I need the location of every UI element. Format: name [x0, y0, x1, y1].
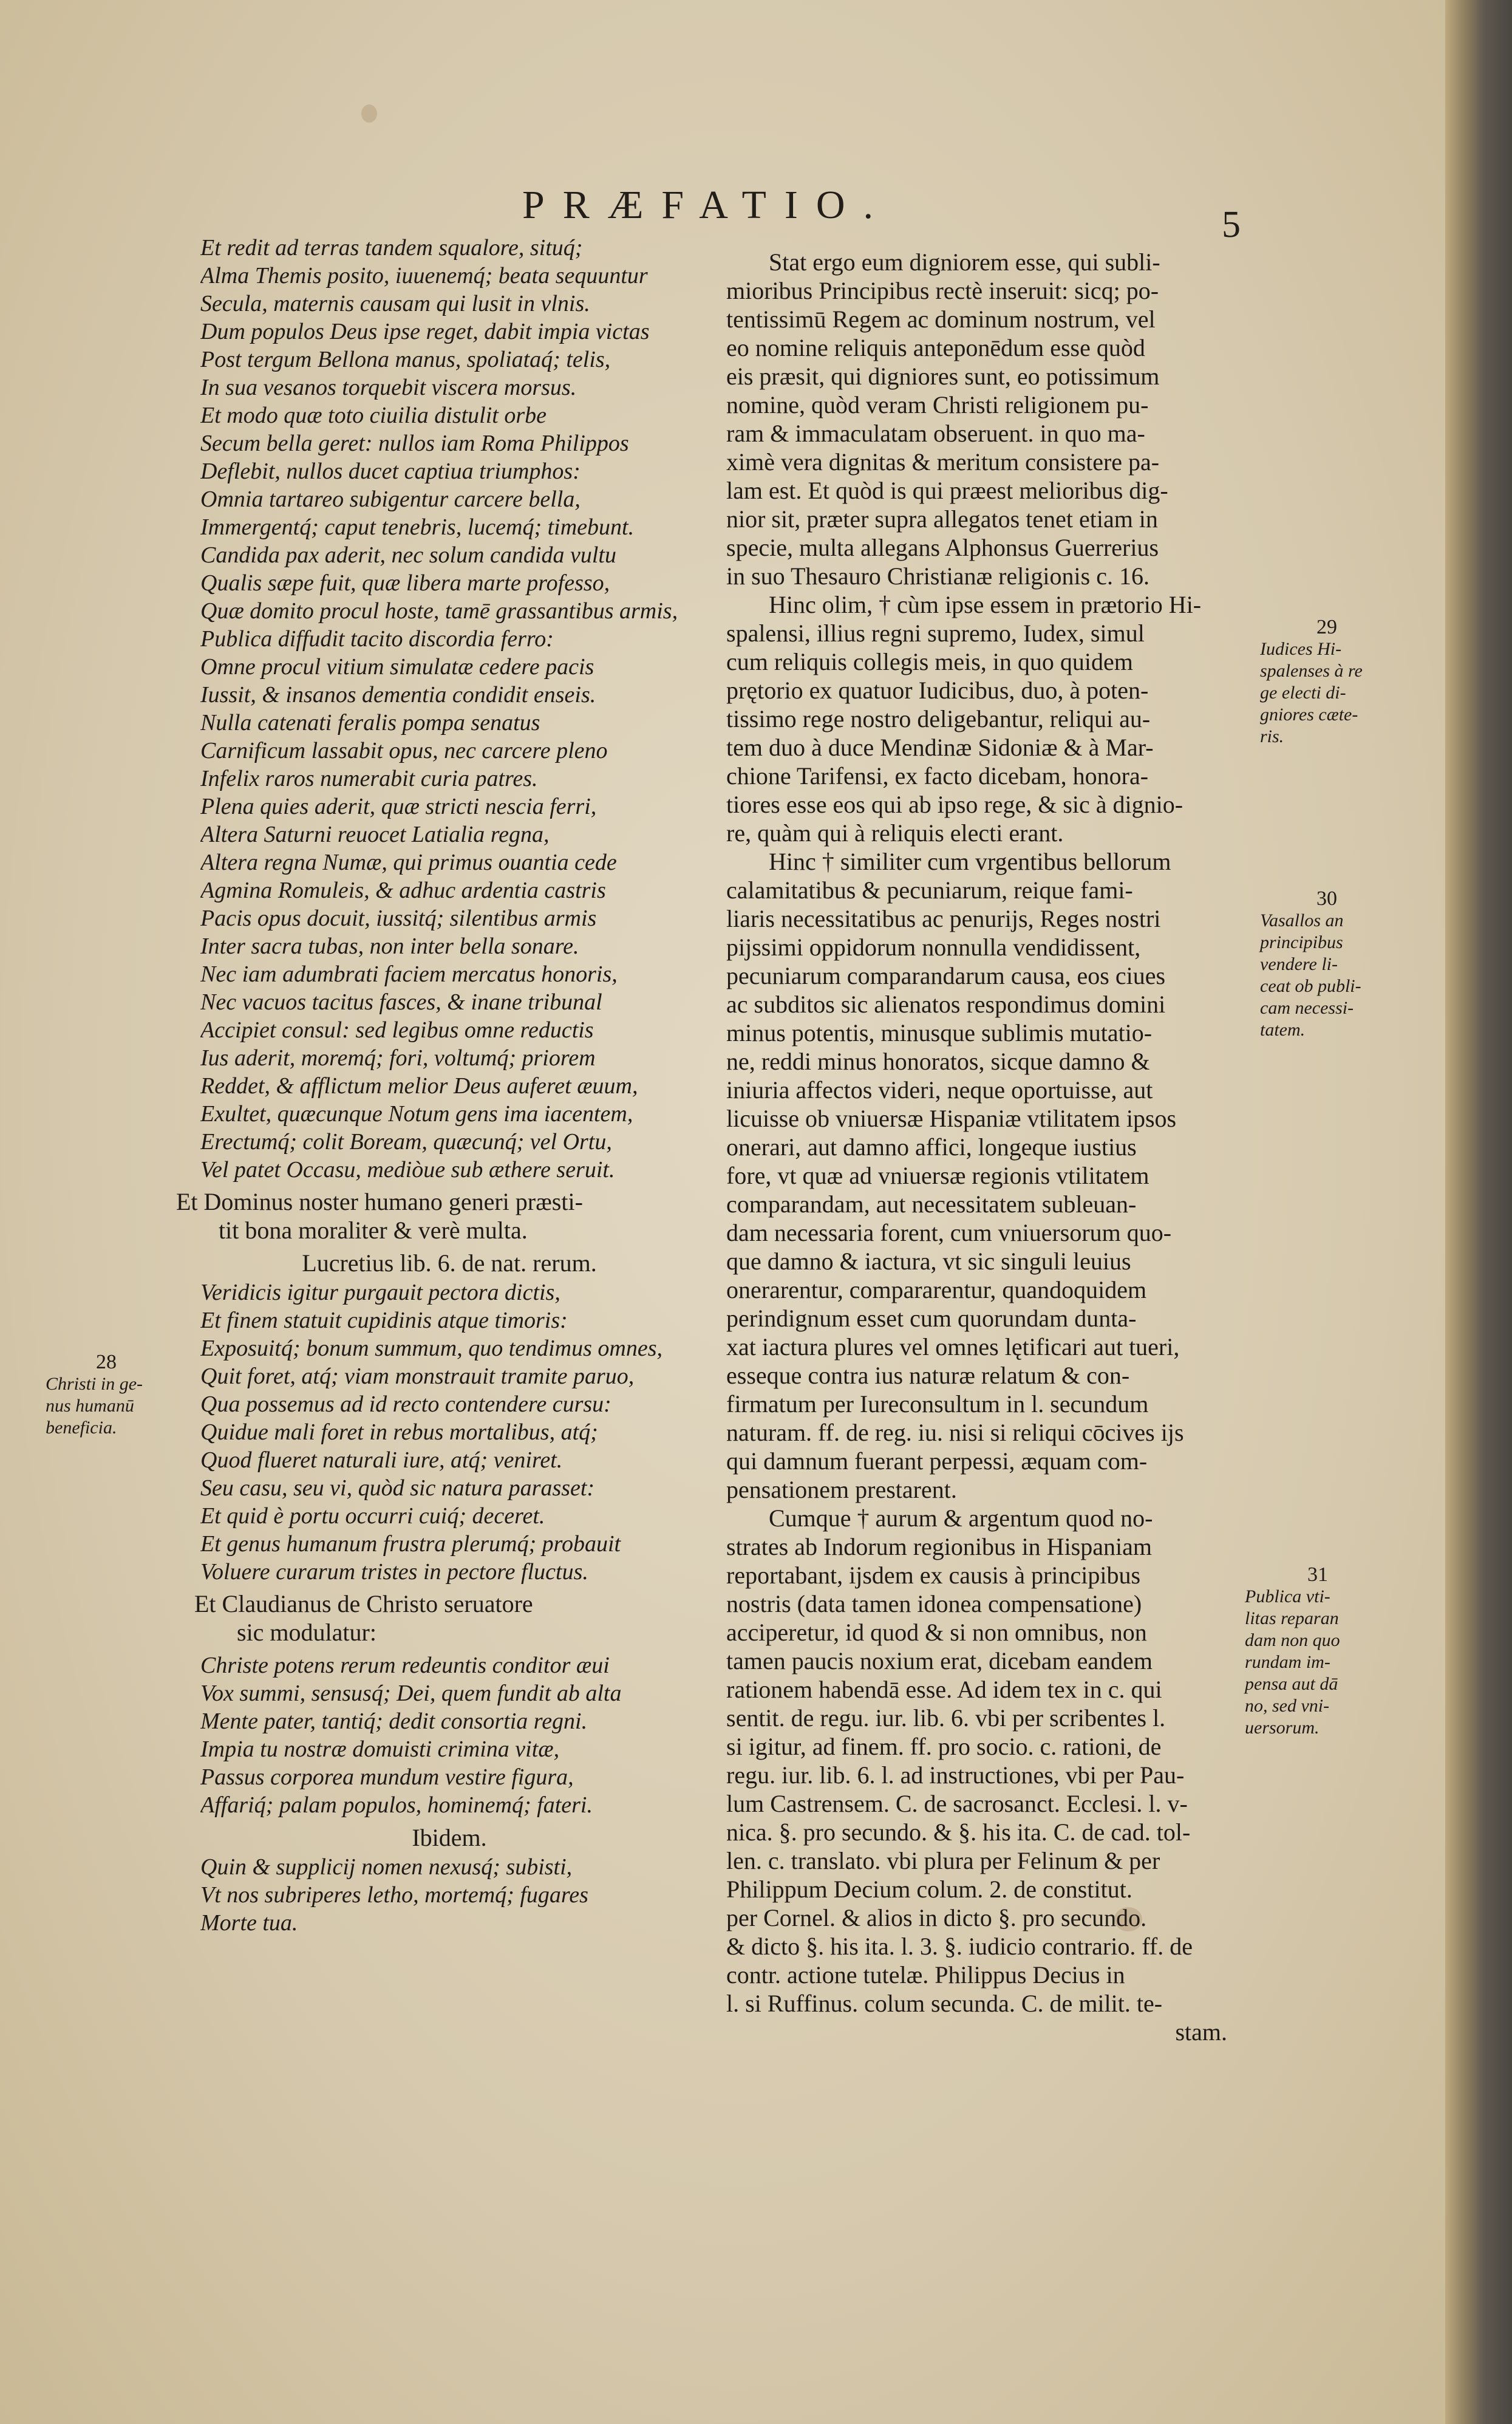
- verse-line: In sua vesanos torquebit viscera morsus.: [200, 375, 577, 400]
- prose-line: len. c. translato. vbi plura per Felinum & per: [726, 1847, 1160, 1874]
- prose-line: sic modulatur:: [237, 1619, 376, 1646]
- prose-line: nior sit, præter supra allegatos tenet etiam in: [726, 505, 1158, 533]
- prose-block-1: [176, 1187, 698, 1244]
- prose-line: Hinc olim, † cùm ipse essem in prætorio Hi-: [769, 591, 1202, 618]
- verse-line: Carnificum lassabit opus, nec carcere pleno: [200, 738, 608, 763]
- verse-line: Reddet, & afflictum melior Deus auferet æuum,: [200, 1073, 638, 1099]
- prose-line: licuisse ob vniuersæ Hispaniæ vtilitatem ipsos: [726, 1105, 1177, 1132]
- verse-line: Veridicis igitur purgauit pectora dictis,: [200, 1280, 560, 1305]
- prose-line: iniuria affectos videri, neque oportuisse, aut: [726, 1076, 1153, 1104]
- ink-stain: [361, 104, 377, 123]
- verse-line: Post tergum Bellona manus, spoliataq́; telis,: [200, 347, 611, 372]
- prose-line: tentissimū Regem ac dominum nostrum, vel: [726, 306, 1156, 333]
- prose-line: que damno & iactura, vt sic singuli leuius: [726, 1248, 1131, 1275]
- prose-line: onerari, aut damno affici, longeque iustius: [726, 1133, 1137, 1161]
- prose-line: cum reliquis collegis meis, in quo quidem: [726, 648, 1133, 675]
- verse-line: Inter sacra tubas, non inter bella sonare.: [200, 934, 579, 959]
- verse-line: Quidue mali foret in rebus mortalibus, atq́;: [200, 1419, 598, 1445]
- prose-line: & dicto §. his ita. l. 3. §. iudicio contrario. ff. de: [726, 1933, 1193, 1960]
- prose-line: ac subditos sic alienatos respondimus domini: [726, 991, 1166, 1018]
- verse-line: Qua possemus ad id recto contendere cursu:: [200, 1391, 611, 1417]
- prose-line: Et Claudianus de Christo seruatore: [194, 1590, 533, 1617]
- verse-line: Morte tua.: [200, 1910, 298, 1936]
- margin-note-number: 29: [1316, 616, 1337, 638]
- verse-line: Agmina Romuleis, & adhuc ardentia castris: [200, 878, 606, 903]
- margin-note-line: uersorum.: [1245, 1718, 1320, 1738]
- prose-line: tissimo rege nostro deligebantur, reliqui au-: [726, 705, 1151, 732]
- prose-line: liaris necessitatibus ac penurijs, Reges nostri: [726, 905, 1161, 932]
- verse-line: Et redit ad terras tandem squalore, situq́;: [200, 235, 583, 261]
- verse-line: Immergentq́; caput tenebris, lucemq́; timebunt.: [200, 514, 635, 540]
- margin-note-line: ris.: [1260, 726, 1284, 746]
- verse-line: Et modo quæ toto ciuilia distulit orbe: [200, 403, 547, 428]
- verse-line: Vel patet Occasu, mediòue sub æthere seruit.: [200, 1157, 615, 1183]
- margin-note-line: ceat ob publi-: [1260, 976, 1361, 996]
- verse-line: Exultet, quæcunque Notum gens ima iacentem,: [200, 1101, 633, 1127]
- prose-line: ram & immaculatam obseruent. in quo ma-: [726, 420, 1145, 447]
- prose-line: eis præsit, qui digniores sunt, eo potissimum: [726, 363, 1160, 390]
- verse-line: Et genus humanum frustra plerumq́; probauit: [200, 1531, 621, 1557]
- prose-line: tem duo à duce Mendinæ Sidoniæ & à Mar-: [726, 734, 1154, 761]
- prose-line: contr. actione tutelæ. Philippus Decius in: [726, 1961, 1125, 1989]
- verse-line: Accipiet consul: sed legibus omne reductis: [200, 1017, 594, 1043]
- verse-line: Secum bella geret: nullos iam Roma Philippos: [200, 431, 629, 456]
- verse-line: Nec iam adumbrati faciem mercatus honoris,: [200, 961, 618, 987]
- verse-line: Impia tu nostræ domuisti crimina vitæ,: [200, 1736, 560, 1762]
- paragraph-1: [726, 248, 1239, 590]
- right-column: [726, 248, 1239, 2046]
- margin-note-line: rundam im-: [1245, 1652, 1330, 1672]
- margin-note-line: Iudices Hi-: [1260, 639, 1342, 659]
- verse-line: Omnia tartareo subigentur carcere bella,: [200, 487, 581, 512]
- prose-block-2: [194, 1589, 698, 1647]
- prose-line: l. si Ruffinus. colum secunda. C. de milit. te-: [726, 1990, 1163, 2017]
- margin-note-line: gniores cæte-: [1260, 705, 1358, 725]
- prose-line: Philippum Decium colum. 2. de constitut.: [726, 1876, 1132, 1903]
- margin-note-line: no, sed vni-: [1245, 1696, 1330, 1716]
- prose-line: prętorio ex quatuor Iudicibus, duo, à poten-: [726, 677, 1149, 704]
- margin-note-line: dam non quo: [1245, 1630, 1340, 1650]
- verse-line: Seu casu, seu vi, quòd sic natura parasset:: [200, 1475, 595, 1501]
- verse-line: Altera regna Numæ, qui primus ouantia cede: [200, 850, 617, 875]
- verse-line: Infelix raros numerabit curia patres.: [200, 766, 538, 791]
- margin-note-line: tatem.: [1260, 1020, 1306, 1040]
- prose-line: lum Castrensem. C. de sacrosanct. Ecclesi. l. v-: [726, 1790, 1188, 1817]
- prose-line: eo nomine reliquis anteponēdum esse quòd: [726, 334, 1145, 361]
- prose-line: qui damnum fuerant perpessi, æquam com-: [726, 1447, 1148, 1475]
- verse-line: Vt nos subriperes letho, mortemq́; fugares: [200, 1882, 588, 1908]
- prose-line: rationem habendā esse. Ad idem tex in c. qui: [726, 1676, 1162, 1703]
- verse-line: Publica diffudit tacito discordia ferro:: [200, 626, 554, 652]
- verse-line: Altera Saturni reuocet Latialia regna,: [200, 822, 550, 847]
- left-column: [176, 234, 698, 1937]
- prose-line: pensationem prestarent.: [726, 1476, 957, 1503]
- prose-line: perindignum esset cum quorundam dunta-: [726, 1305, 1137, 1332]
- verse-line: Omne procul vitium simulatæ cedere pacis: [200, 654, 594, 680]
- page-header: PRÆFATIO.: [522, 183, 892, 227]
- margin-note-line: Christi in ge-: [46, 1374, 143, 1394]
- prose-line: spalensi, illius regni supremo, Iudex, simul: [726, 620, 1145, 647]
- margin-note-line: cam necessi-: [1260, 998, 1354, 1018]
- prose-line: si igitur, ad finem. ff. pro socio. c. rationi, de: [726, 1733, 1162, 1760]
- prose-line: reportabant, ijsdem ex causis à principibus: [726, 1562, 1141, 1589]
- prose-line: comparandam, aut necessitatem subleuan-: [726, 1190, 1137, 1218]
- prose-line: regu. iur. lib. 6. l. ad instructiones, vbi per Pau-: [726, 1761, 1185, 1789]
- prose-line: chione Tarifensi, ex facto dicebam, honora-: [726, 762, 1149, 790]
- prose-line: sentit. de regu. iur. lib. 6. vbi per scribentes l.: [726, 1704, 1166, 1732]
- prose-line: ximè vera dignitas & meritum consistere pa-: [726, 448, 1160, 476]
- verse-line: Christe potens rerum redeuntis conditor æui: [200, 1653, 610, 1678]
- margin-note-number: 28: [96, 1351, 117, 1373]
- margin-note-number: 31: [1307, 1563, 1328, 1586]
- verse-line: Quin & supplicij nomen nexusq́; subisti,: [200, 1854, 573, 1880]
- verse-line: Passus corporea mundum vestire figura,: [200, 1764, 574, 1790]
- verse-line: Plena quies aderit, quæ stricti nescia ferri,: [200, 794, 597, 819]
- prose-line: dam necessaria forent, cum vniuersorum quo-: [726, 1219, 1172, 1246]
- prose-line: acciperetur, id quod & si non omnibus, non: [726, 1619, 1147, 1646]
- prose-line: lam est. Et quòd is qui præest melioribus dig-: [726, 477, 1168, 504]
- section-heading: Ibidem.: [412, 1824, 487, 1851]
- paragraph-4: [726, 1504, 1239, 2046]
- margin-note-line: Vasallos an: [1260, 910, 1344, 930]
- verse-line: Deflebit, nullos ducet captiua triumphos:: [200, 459, 581, 484]
- verse-line: Candida pax aderit, nec solum candida vultu: [200, 542, 616, 568]
- margin-note-number: 30: [1316, 887, 1337, 910]
- margin-note-line: spalenses à re: [1260, 661, 1363, 681]
- verse-line: Vox summi, sensusq́; Dei, quem fundit ab alta: [200, 1681, 622, 1706]
- verse-line: Voluere curarum tristes in pectore fluctus.: [200, 1559, 588, 1585]
- section-heading: Lucretius lib. 6. de nat. rerum.: [302, 1249, 597, 1277]
- paragraph-2: [726, 590, 1239, 847]
- verse-line: Alma Themis posito, iuuenemq́; beata sequuntur: [200, 263, 648, 288]
- margin-note-line: ge electi di-: [1260, 683, 1346, 703]
- margin-note-line: vendere li-: [1260, 954, 1338, 974]
- verse-line: Dum populos Deus ipse reget, dabit impia victas: [200, 319, 650, 344]
- prose-line: onerarentur, compararentur, quandoquidem: [726, 1276, 1147, 1303]
- prose-line: mioribus Principibus rectè inseruit: sicq; po-: [726, 277, 1159, 304]
- prose-line: pecuniarum comparandarum causa, eos ciues: [726, 962, 1166, 989]
- prose-line: calamitatibus & pecuniarum, reique fami-: [726, 876, 1133, 904]
- margin-note-31: [1245, 1564, 1391, 1739]
- verse-block-2: [200, 1279, 698, 1586]
- verse-line: Et quid è portu occurri cuiq́; deceret.: [200, 1503, 545, 1529]
- prose-line: naturam. ff. de reg. iu. nisi si reliqui cōcives ijs: [726, 1419, 1184, 1446]
- catchword: stam.: [1175, 2018, 1227, 2046]
- verse-line: Iussit, & insanos dementia condidit enseis.: [200, 682, 596, 708]
- prose-line: Cumque † aurum & argentum quod no-: [769, 1504, 1153, 1532]
- verse-line: Exposuitq́; bonum summum, quo tendimus omnes,: [200, 1336, 663, 1361]
- prose-line: nica. §. pro secundo. & §. his ita. C. de cad. tol-: [726, 1818, 1191, 1846]
- verse-line: Quod flueret naturali iure, atq́; veniret.: [200, 1447, 563, 1473]
- prose-line: in suo Thesauro Christianæ religionis c. 16.: [726, 562, 1149, 590]
- paragraph-3: [726, 847, 1239, 1504]
- prose-line: nostris (data tamen idonea compensatione): [726, 1590, 1142, 1617]
- prose-line: xat iactura plures vel omnes lętificari aut tueri,: [726, 1333, 1180, 1361]
- prose-line: minus potentis, minusque sublimis mutatio-: [726, 1019, 1153, 1046]
- margin-note-line: nus humanū: [46, 1396, 134, 1416]
- margin-note-29: [1260, 616, 1394, 748]
- prose-line: tamen paucis noxium erat, dicebam eandem: [726, 1647, 1153, 1675]
- verse-block-3: [200, 1651, 698, 1819]
- verse-line: Quit foret, atq́; viam monstrauit tramite paruo,: [200, 1364, 635, 1389]
- verse-line: Nulla catenati feralis pompa senatus: [200, 710, 540, 736]
- verse-line: Affariq́; palam populos, hominemq́; fateri.: [200, 1792, 593, 1818]
- prose-line: pijssimi oppidorum nonnulla vendidissent,: [726, 934, 1141, 961]
- verse-line: Ius aderit, moremq́; fori, voltumq́; priorem: [200, 1045, 596, 1071]
- margin-note-line: beneficia.: [46, 1418, 117, 1438]
- verse-block-4: [200, 1853, 698, 1937]
- prose-line: tiores esse eos qui ab ipso rege, & sic à dignio-: [726, 791, 1183, 818]
- margin-note-line: principibus: [1260, 932, 1343, 952]
- verse-line: Nec vacuos tacitus fasces, & inane tribunal: [200, 989, 602, 1015]
- verse-line: Qualis sæpe fuit, quæ libera marte professo,: [200, 570, 610, 596]
- verse-line: Et finem statuit cupidinis atque timoris:: [200, 1308, 568, 1333]
- verse-line: Secula, maternis causam qui lusit in vlnis.: [200, 291, 590, 316]
- verse-line: Mente pater, tantiq́; dedit consortia regni.: [200, 1709, 588, 1734]
- prose-line: tit bona moraliter & verè multa.: [219, 1217, 528, 1244]
- prose-line: re, quàm qui à reliquis electi erant.: [726, 819, 1064, 847]
- prose-line: fore, vt quæ ad vniuersæ regionis vtilitatem: [726, 1162, 1149, 1189]
- prose-line: Et Dominus noster humano generi præsti-: [176, 1188, 583, 1215]
- prose-line: Hinc † similiter cum vrgentibus bellorum: [769, 848, 1171, 875]
- book-spine: [1445, 0, 1512, 2424]
- margin-note-line: litas reparan: [1245, 1608, 1339, 1628]
- margin-note-line: pensa aut dā: [1245, 1674, 1338, 1694]
- prose-line: esseque contra ius naturæ relatum & con-: [726, 1362, 1130, 1389]
- margin-note-30: [1260, 888, 1394, 1041]
- verse-block-1: [200, 234, 698, 1184]
- verse-line: Erectumq́; colit Boream, quæcunq́; vel Ortu,: [200, 1129, 612, 1155]
- page-number: 5: [1222, 204, 1241, 245]
- prose-line: per Cornel. & alios in dicto §. pro secundo.: [726, 1904, 1147, 1931]
- prose-line: ne, reddi minus honoratos, sicque damno &: [726, 1048, 1150, 1075]
- prose-line: strates ab Indorum regionibus in Hispaniam: [726, 1533, 1152, 1560]
- prose-line: specie, multa allegans Alphonsus Guerrerius: [726, 534, 1159, 561]
- verse-line: Quæ domito procul hoste, tamē grassantibus armis,: [200, 598, 678, 624]
- margin-note-28: [46, 1351, 167, 1439]
- prose-line: nomine, quòd veram Christi religionem pu-: [726, 391, 1149, 418]
- prose-line: firmatum per Iureconsultum in l. secundum: [726, 1390, 1149, 1418]
- prose-line: Stat ergo eum digniorem esse, qui subli-: [769, 248, 1160, 276]
- verse-line: Pacis opus docuit, iussitq́; silentibus armis: [200, 906, 597, 931]
- margin-note-line: Publica vti-: [1245, 1586, 1330, 1606]
